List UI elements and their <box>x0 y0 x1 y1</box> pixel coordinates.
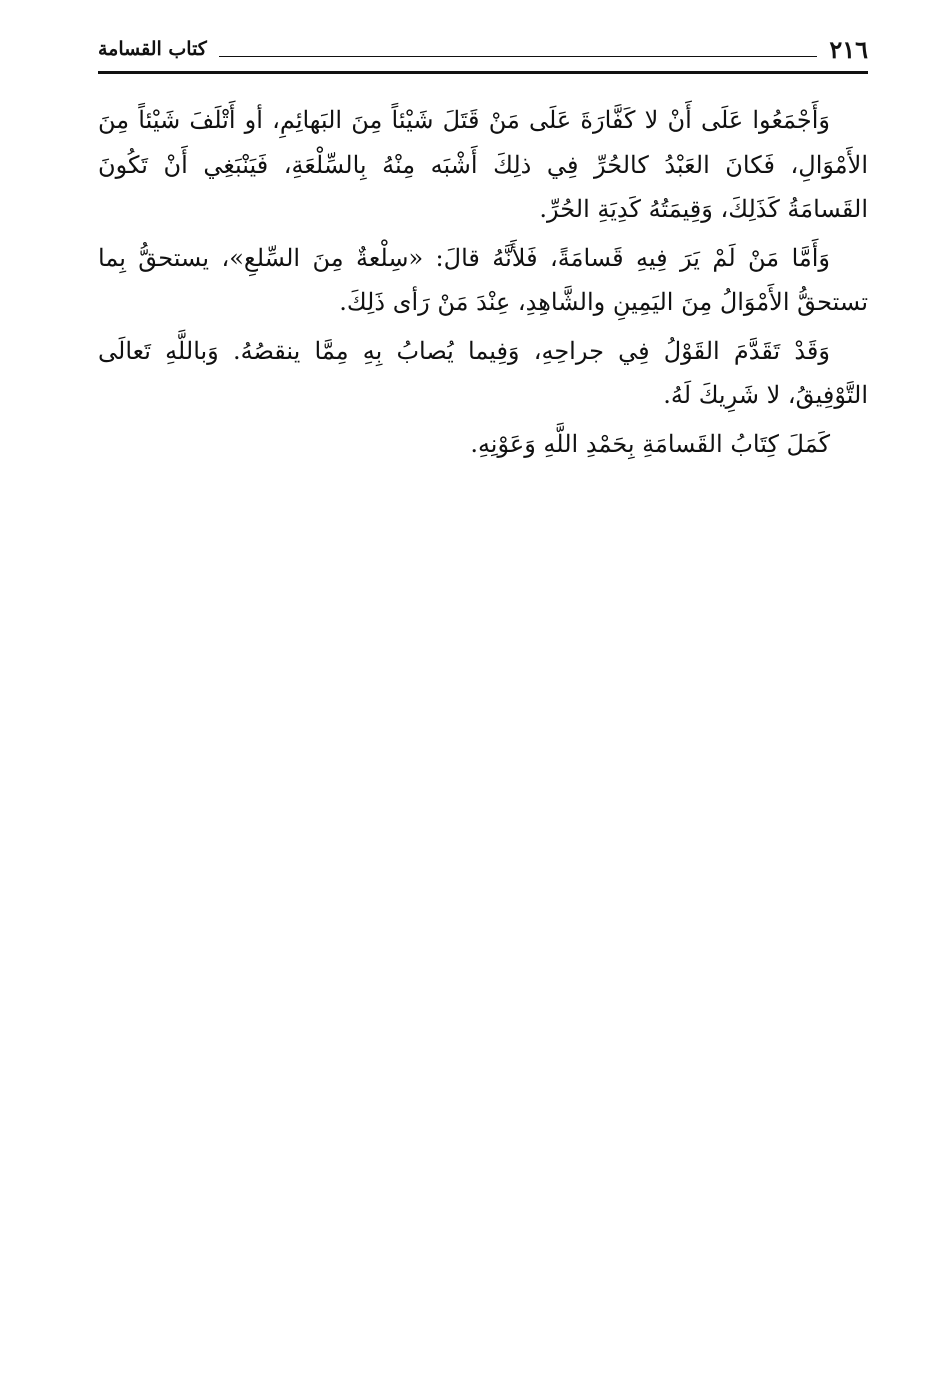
body-text <box>98 98 868 470</box>
page-header <box>98 32 868 66</box>
page-number: ٢١٦ <box>829 34 868 64</box>
paragraph-2: وَأَمَّا مَنْ لَمْ يَرَ فِيهِ قَسامَةً، فَلأَنَّهُ قالَ: «سِلْعةٌ مِنَ السِّلعِ»، يستحقُّ بِما تستحقُّ الأَمْوَالُ مِنَ اليَمِينِ والشَّاهِدِ، عِنْدَ مَنْ رَأى ذَلِكَ. <box>98 243 868 316</box>
running-title: كتاب القسامة <box>98 38 207 60</box>
paragraph-1: وَأَجْمَعُوا عَلَى أَنْ لا كَفَّارَةَ عَلَى مَنْ قَتَلَ شَيْئاً مِنَ البَهائِمِ، أو أَتْلَفَ شَيْئاً مِنَ الأَمْوَالِ، فَكانَ العَبْدُ كالحُرِّ فِي ذلِكَ أَشْبَه مِنْهُ بِالسِّلْعَةِ، فَيَنْبَغِي أَنْ تَكُونَ القَسامَةُ كَذَلِكَ، وَقِيمَتُهُ كَدِيَةِ الحُرِّ. <box>98 106 868 223</box>
paragraph-4: كَمَلَ كِتَابُ القَسامَةِ بِحَمْدِ اللَّهِ وَعَوْنِهِ. <box>470 429 830 458</box>
paragraph-3: وَقَدْ تَقَدَّمَ القَوْلُ فِي جراحِهِ، وَفِيما يُصابُ بِهِ مِمَّا ينقصُهُ. وَباللَّهِ تَعالَى التَّوْفِيقُ، لا شَرِيكَ لَهُ. <box>98 336 868 409</box>
header-dash-line <box>219 56 817 57</box>
header-rule <box>98 71 868 74</box>
